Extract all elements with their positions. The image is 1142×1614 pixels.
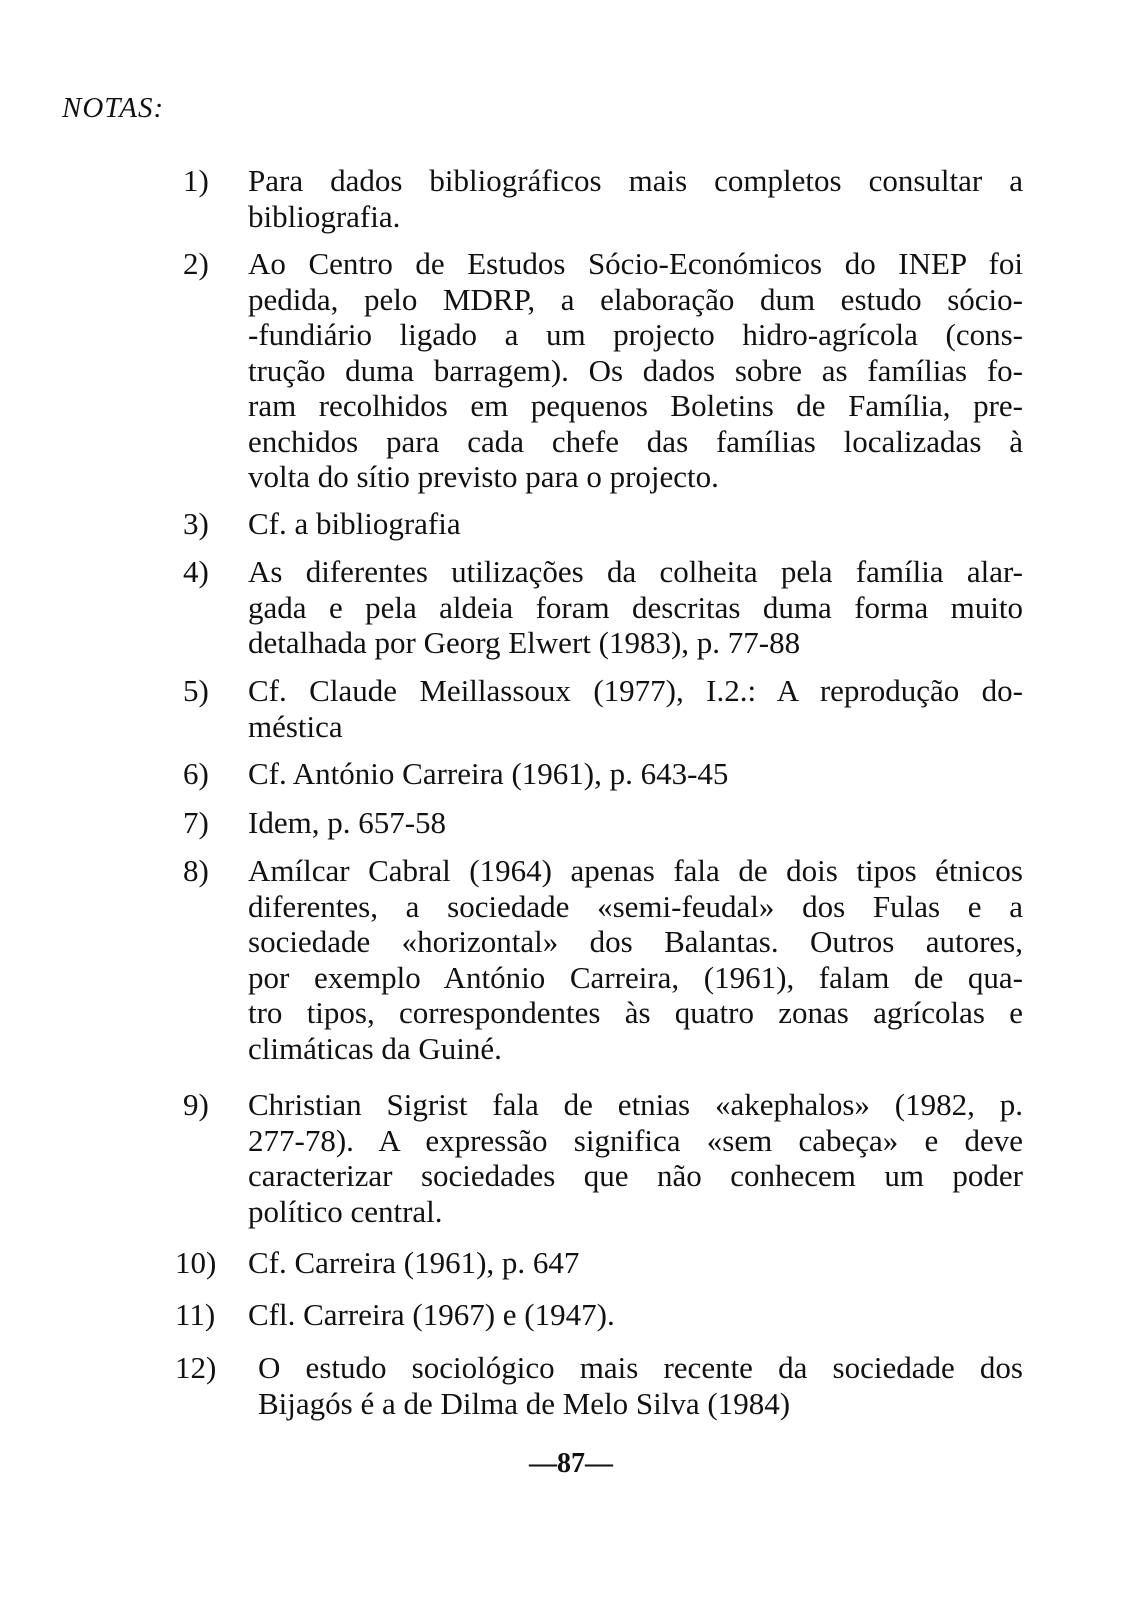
text-line: Para dados bibliográficos mais completos consultar a: [248, 163, 1023, 198]
text-line: caracterizar sociedades que não conhecem um poder: [248, 1158, 1023, 1193]
footnote-text: [248, 1087, 1023, 1229]
text-line: Amílcar Cabral (1964) apenas fala de dois tipos étnicos: [248, 853, 1023, 888]
text-line: político central.: [248, 1193, 443, 1229]
text-line: Ao Centro de Estudos Sócio-Económicos do INEP foi: [248, 246, 1023, 281]
text-line: Cf. António Carreira (1961), p. 643-45: [248, 756, 729, 791]
footnote-number: 1): [183, 163, 209, 198]
text-line: As diferentes utilizações da colheita pela família alar-: [248, 554, 1023, 589]
footnote-number: 7): [183, 805, 209, 840]
footnote-text: [248, 756, 1023, 792]
text-line: pedida, pelo MDRP, a elaboração dum estudo sócio-: [248, 281, 1023, 317]
footnote-text: [248, 506, 1023, 542]
footnote-text: [248, 1297, 1023, 1333]
footnote-number: 9): [183, 1087, 209, 1122]
footnote-text: [248, 853, 1023, 1066]
footnote-text: [248, 554, 1023, 661]
footnote-text: [248, 163, 1023, 234]
footnote-number: 8): [183, 853, 209, 888]
text-line: 277-78). A expressão significa «sem cabeça» e deve: [248, 1122, 1023, 1158]
text-line: Cf. Carreira (1961), p. 647: [248, 1245, 580, 1280]
footnote-text: [248, 246, 1023, 495]
footnote-number: 12): [175, 1350, 217, 1385]
text-line: Cfl. Carreira (1967) e (1947).: [248, 1297, 615, 1332]
text-line: trução duma barragem). Os dados sobre as famílias fo-: [248, 352, 1023, 388]
text-line: bibliografia.: [248, 198, 401, 234]
text-line: gada e pela aldeia foram descritas duma forma muito: [248, 589, 1023, 625]
text-line: Idem, p. 657-58: [248, 805, 447, 840]
footnote-text: [258, 1350, 1023, 1421]
text-line: méstica: [248, 708, 343, 744]
page-number: —87—: [529, 1448, 613, 1479]
text-line: Bijagós é a de Dilma de Melo Silva (1984): [258, 1385, 791, 1421]
footnote-text: [248, 673, 1023, 744]
text-line: detalhada por Georg Elwert (1983), p. 77-88: [248, 625, 801, 660]
text-line: Christian Sigrist fala de etnias «akephalos» (1982, p.: [248, 1087, 1023, 1122]
text-line: ram recolhidos em pequenos Boletins de Família, pre-: [248, 388, 1023, 423]
text-line: diferentes, a sociedade «semi-feudal» dos Fulas e a: [248, 888, 1023, 924]
footnote-number: 3): [183, 506, 209, 541]
text-line: -fundiário ligado a um projecto hidro-agrícola (cons-: [248, 317, 1023, 352]
footnote-number: 4): [183, 554, 209, 589]
footnote-number: 10): [175, 1245, 217, 1280]
footnote-number: 11): [175, 1297, 216, 1332]
footnote-text: [248, 1245, 1023, 1281]
notes-heading: NOTAS:: [62, 92, 165, 124]
footnote-number: 5): [183, 673, 209, 708]
text-line: por exemplo António Carreira, (1961), falam de qua-: [248, 959, 1023, 995]
text-line: O estudo sociológico mais recente da sociedade dos: [258, 1350, 1023, 1385]
text-line: enchidos para cada chefe das famílias localizadas à: [248, 423, 1023, 459]
text-line: Cf. a bibliografia: [248, 506, 461, 541]
text-line: tro tipos, correspondentes às quatro zonas agrícolas e: [248, 995, 1023, 1030]
text-line: Cf. Claude Meillassoux (1977), I.2.: A reprodução do-: [248, 673, 1023, 708]
text-line: climáticas da Guiné.: [248, 1030, 502, 1066]
text-line: sociedade «horizontal» dos Balantas. Outros autores,: [248, 924, 1023, 959]
footnote-number: 2): [183, 246, 209, 281]
footnote-text: [248, 805, 1023, 841]
footnote-number: 6): [183, 756, 209, 791]
text-line: volta do sítio previsto para o projecto.: [248, 459, 719, 494]
